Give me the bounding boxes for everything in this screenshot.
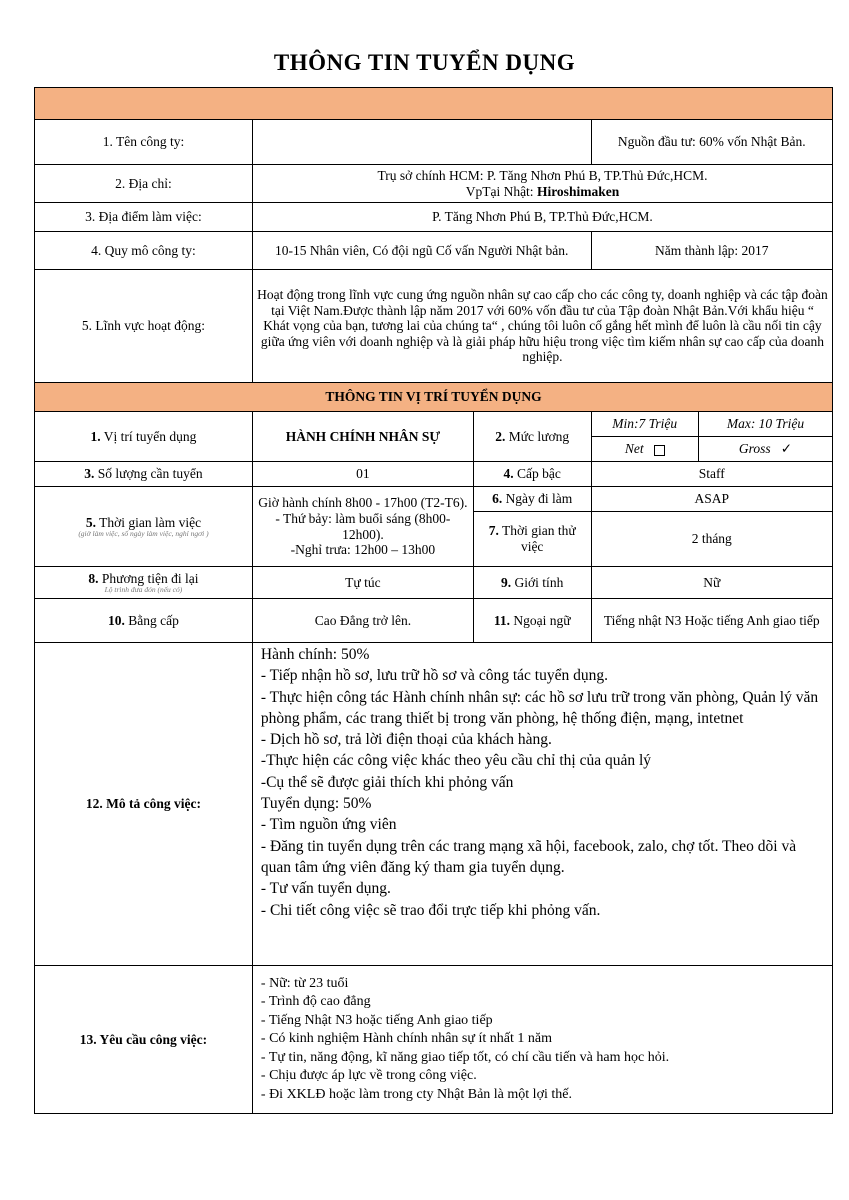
job-description-value	[252, 643, 832, 966]
level-value: Staff	[591, 462, 832, 487]
row-field	[35, 270, 833, 383]
workplace-label: 3. Địa điểm làm việc:	[35, 203, 253, 232]
position-section-title: THÔNG TIN VỊ TRÍ TUYỂN DỤNG	[35, 383, 833, 412]
requirement-line: - Có kinh nghiệm Hành chính nhân sự ít nhất 1 năm	[260, 1031, 552, 1047]
position-title-label: 1. Vị trí tuyển dụng	[35, 412, 253, 462]
row-workplace	[35, 203, 833, 232]
probation-label: 7. Thời gian thử việc	[473, 512, 591, 567]
transport-value: Tự túc	[252, 567, 473, 599]
gross-checkmark-icon: ✓	[780, 441, 792, 457]
row-scale	[35, 232, 833, 270]
workplace-value: P. Tăng Nhơn Phú B, TP.Thủ Đức,HCM.	[252, 203, 832, 232]
gender-label: 9. Giới tính	[473, 567, 591, 599]
requirement-line: - Đi XKLĐ hoặc làm trong cty Nhật Bản là một lợi thế.	[260, 1086, 572, 1102]
requirements-value	[252, 966, 832, 1114]
salary-min: Min:7 Triệu	[591, 412, 698, 437]
job-desc-line: - Dịch hồ sơ, trả lời điện thoại của khách hàng.	[260, 731, 552, 749]
degree-label: 10. Bằng cấp	[35, 599, 253, 643]
requirement-line: - Chịu được áp lực về trong công việc.	[260, 1068, 477, 1084]
position-title-value: HÀNH CHÍNH NHÂN SỰ	[252, 412, 473, 462]
row-hours-start	[35, 487, 833, 512]
job-desc-line: - Chi tiết công việc sẽ trao đổi trực tiếp khi phỏng vấn.	[260, 901, 601, 919]
founded-year: Năm thành lập: 2017	[591, 232, 832, 270]
row-address	[35, 165, 833, 203]
position-section-header	[35, 383, 833, 412]
salary-gross-option[interactable]: Gross ✓	[698, 437, 832, 462]
transport-label: 8. Phương tiện đi lại Lộ trình đưa đón (nếu có)	[35, 567, 253, 599]
row-quantity-level	[35, 462, 833, 487]
row-requirements	[35, 966, 833, 1114]
requirement-line: - Trình độ cao đẳng	[260, 994, 371, 1010]
job-desc-line: - Đăng tin tuyển dụng trên các trang mạng xã hội, facebook, zalo, chợ tốt. Theo dõi và quan tâm ứng viên đăng ký tham gia tuyển dụng.	[260, 837, 797, 876]
salary-max: Max: 10 Triệu	[698, 412, 832, 437]
job-desc-line: Hành chính: 50%	[260, 646, 370, 663]
job-desc-line: - Tiếp nhận hồ sơ, lưu trữ hồ sơ và công tác tuyển dụng.	[260, 667, 608, 685]
row-company-name	[35, 120, 833, 165]
company-name-label: 1. Tên công ty:	[35, 120, 253, 165]
transport-note: Lộ trình đưa đón (nếu có)	[104, 585, 183, 595]
address-line-hcm: Trụ sở chính HCM: P. Tăng Nhơn Phú B, TP.Thủ Đức,HCM.	[377, 167, 708, 183]
requirements-label: 13. Yêu cầu công việc:	[35, 966, 253, 1114]
salary-label: 2. Mức lương	[473, 412, 591, 462]
degree-value: Cao Đẳng trở lên.	[252, 599, 473, 643]
company-name-value	[252, 120, 591, 165]
header-band	[35, 88, 833, 120]
row-degree-language	[35, 599, 833, 643]
address-japan-city: Hiroshimaken	[536, 183, 620, 199]
job-desc-line: Tuyển dụng: 50%	[260, 795, 372, 813]
quantity-value: 01	[252, 462, 473, 487]
salary-net-option[interactable]: Net	[591, 437, 698, 462]
job-desc-line: - Thực hiện công tác Hành chính nhân sự: các hồ sơ lưu trữ trong văn phòng, Quản lý văn phòng phẩm, các trang thiết bị trong văn phòng, hệ thống điện, mạng, intetnet	[260, 688, 819, 727]
hours-value: Giờ hành chính 8h00 - 17h00 (T2-T6). - Thứ bảy: làm buổi sáng (8h00-12h00). -Nghỉ trưa: 12h00 – 13h00	[252, 487, 473, 567]
gender-value: Nữ	[591, 567, 832, 599]
job-description-label: 12. Mô tả công việc:	[35, 643, 253, 966]
address-value	[252, 165, 832, 203]
scale-label: 4. Quy mô công ty:	[35, 232, 253, 270]
hours-note: (giờ làm việc, số ngày làm việc, nghỉ ngơi )	[78, 529, 209, 539]
page-title: THÔNG TIN TUYỂN DỤNG	[273, 50, 576, 75]
start-value: ASAP	[591, 487, 832, 512]
address-line-japan	[257, 184, 828, 200]
requirement-line: - Tiếng Nhật N3 hoặc tiếng Anh giao tiếp	[260, 1012, 493, 1028]
row-position-salary-a	[35, 412, 833, 437]
row-job-description	[35, 643, 833, 966]
hours-label: 5. Thời gian làm việc (giờ làm việc, số ngày làm việc, nghỉ ngơi )	[35, 487, 253, 567]
quantity-label: 3. Số lượng cần tuyển	[35, 462, 253, 487]
field-label: 5. Lĩnh vực hoạt động:	[35, 270, 253, 383]
requirement-line: - Nữ: từ 23 tuổi	[260, 975, 349, 991]
field-value: Hoạt động trong lĩnh vực cung ứng nguồn nhân sự cao cấp cho các công ty, doanh nghiệp và các tập đoàn tại Việt Nam.Được thành lập năm 2017 với 60% vốn đầu tư của Tập đoàn Nhật Bản.Với khẩu hiệu “ Khát vọng của bạn, tương lai của chúng ta“ , chúng tôi luôn cố gắng hết mình để luôn là cầu nối tin cậy giữa ứng viên với doanh nghiệp và là giải pháp hữu hiệu trong việc tìm kiếm nhân sự cao cấp của doanh nghiệp.	[252, 270, 832, 383]
row-transport-gender	[35, 567, 833, 599]
language-label: 11. Ngoại ngữ	[473, 599, 591, 643]
level-label: 4. Cấp bậc	[473, 462, 591, 487]
language-value: Tiếng nhật N3 Hoặc tiếng Anh giao tiếp	[591, 599, 832, 643]
probation-value: 2 tháng	[591, 512, 832, 567]
net-checkbox[interactable]	[654, 445, 665, 456]
recruitment-form	[34, 87, 833, 1114]
address-japan-prefix: VpTại Nhật:	[465, 183, 537, 199]
job-desc-line: -Thực hiện các công việc khác theo yêu cầu chỉ thị của quản lý	[260, 752, 652, 770]
start-label: 6. Ngày đi làm	[473, 487, 591, 512]
investment-info: Nguồn đầu tư: 60% vốn Nhật Bản.	[591, 120, 832, 165]
job-desc-line: -Cụ thể sẽ được giải thích khi phỏng vấn	[260, 773, 514, 791]
scale-value: 10-15 Nhân viên, Có đội ngũ Cố vấn Người Nhật bản.	[252, 232, 591, 270]
requirement-line: - Tự tin, năng động, kĩ năng giao tiếp tốt, có chí cầu tiến và ham học hỏi.	[260, 1049, 670, 1065]
job-desc-line: - Tìm nguồn ứng viên	[260, 816, 397, 834]
job-desc-line: - Tư vấn tuyển dụng.	[260, 880, 391, 898]
address-label: 2. Địa chỉ:	[35, 165, 253, 203]
